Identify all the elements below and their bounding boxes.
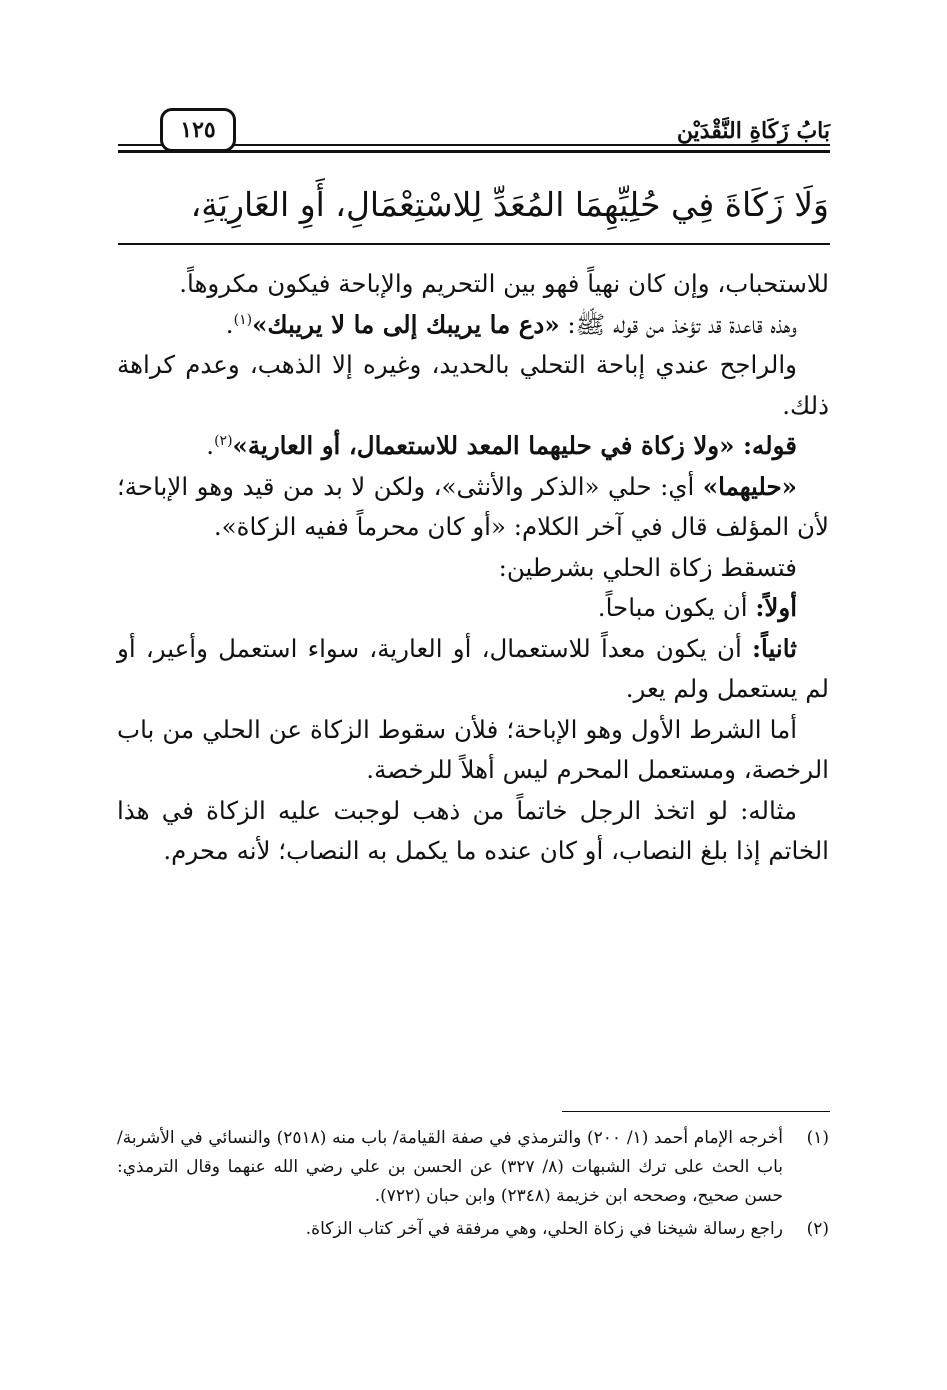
paragraph-2-lead: وهذه قاعدة قد تؤخذ من قوله ﷺ:	[559, 309, 797, 339]
paragraph-8	[117, 629, 829, 710]
paragraph-6: فتسقط زكاة الحلي بشرطين:	[498, 552, 797, 582]
paragraph-5	[117, 467, 829, 548]
page-header	[118, 104, 830, 164]
footnote-text: راجع رسالة شيخنا في زكاة الحلي، وهي مرفقة في آخر كتاب الزكاة.	[305, 1219, 783, 1239]
paragraph-9: أما الشرط الأول وهو الإباحة؛ فلأن سقوط الزكاة عن الحلي من باب الرخصة، ومستعمل المحرم ليس أهلاً للرخصة.	[117, 714, 829, 784]
paragraph-3: والراجح عندي إباحة التحلي بالحديد، وغيره إلا الذهب، وعدم كراهة ذلك.	[117, 350, 829, 420]
footnote-2	[117, 1215, 829, 1244]
paragraph-2	[117, 305, 829, 346]
paragraph-7	[117, 588, 829, 629]
paragraph-2-end: .	[225, 309, 234, 339]
paragraph-5-text: أي: حلي «الذكر والأنثى»، ولكن لا بد من قيد وهو الإباحة؛ لأن المؤلف قال في آخر الكلام: «أو كان محرماً ففيه الزكاة».	[117, 471, 829, 541]
footnote-ref-1[interactable]: (١)	[233, 311, 253, 328]
qawluhu-label: قوله:	[734, 431, 797, 460]
matn-text: وَلَا زَكَاةَ فِي حُلِيِّهِمَا المُعَدِّ لِلاسْتِعْمَالِ، أَوِ العَارِيَةِ،	[190, 185, 829, 224]
matn-quote: «ولا زكاة في حليهما المعد للاستعمال، أو العارية»	[232, 431, 735, 460]
commentary-body	[117, 264, 829, 872]
footnote-text: أخرجه الإمام أحمد (١/ ٢٠٠) والترمذي في صفة القيامة/ باب منه (٢٥١٨) والنسائي في الأشربة/ باب الحث على ترك الشبهات (٨/ ٣٢٧) عن الحسن بن علي رضي الله عنهما وقال الترمذي: حسن صحيح، وصححه ابن خزيمة (٢٣٤٨) وابن حبان (٧٢٢).	[117, 1128, 783, 1206]
term-huliyyihima: «حليهما»	[702, 471, 797, 501]
footnote-divider	[562, 1111, 830, 1112]
matn-divider	[118, 243, 830, 245]
footnote-number: (٢)	[806, 1219, 829, 1239]
paragraph-4-end: .	[206, 431, 215, 460]
paragraph-1: للاستحباب، وإن كان نهياً فهو بين التحريم والإباحة فيكون مكروهاً.	[179, 269, 829, 298]
condition-2-text: أن يكون معداً للاستعمال، أو العارية، سواء استعمل وأعير، أو لم يستعمل ولم يعر.	[117, 633, 829, 703]
hadith-quote: «دع ما يريبك إلى ما لا يريبك»	[252, 309, 560, 339]
paragraph-4	[117, 426, 829, 467]
footnote-ref-2[interactable]: (٢)	[214, 432, 233, 449]
footnote-1	[117, 1124, 829, 1211]
condition-1-label: أولاً:	[755, 593, 797, 622]
paragraph-10: مثاله: لو اتخذ الرجل خاتماً من ذهب لوجبت عليه الزكاة في هذا الخاتم إذا بلغ النصاب، أو كان عنده ما يكمل به النصاب؛ لأنه محرم.	[117, 795, 829, 865]
condition-1-text: أن يكون مباحاً.	[597, 593, 756, 622]
footnotes	[117, 1124, 829, 1248]
chapter-title: بَابُ زَكَاةِ النَّقْدَيْن	[676, 118, 830, 144]
footnote-number: (١)	[806, 1128, 829, 1148]
condition-2-label: ثانياً:	[751, 633, 797, 663]
page-number: ١٢٥	[160, 108, 236, 152]
